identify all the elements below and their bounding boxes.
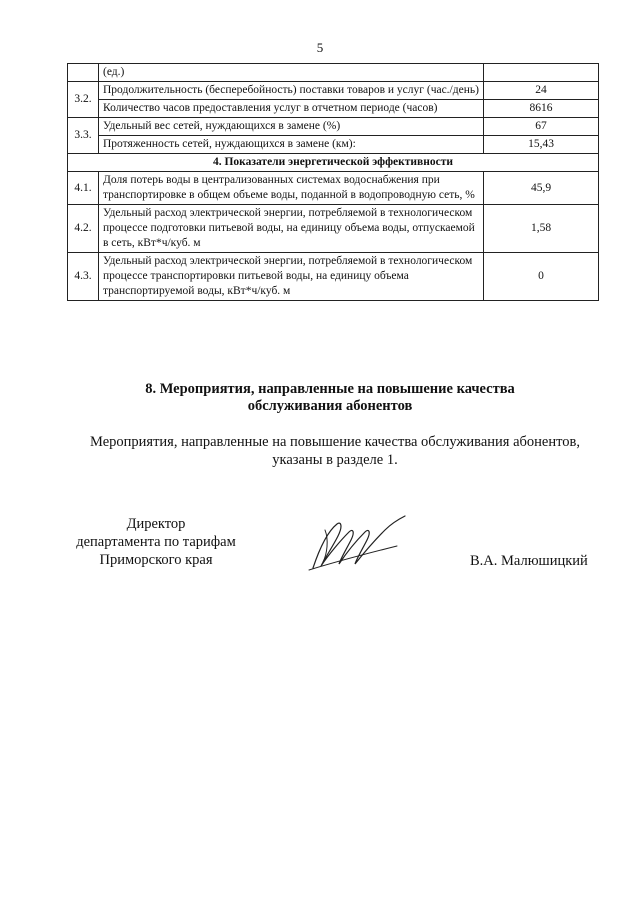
row-number xyxy=(68,64,99,82)
row-value: 67 xyxy=(484,118,599,136)
table-row xyxy=(68,205,599,253)
row-description: Удельный расход электрической энергии, потребляемой в технологическом процессе подготовки питьевой воды, на единицу объема воды, отпускаемой в сеть, кВт*ч/куб. м xyxy=(99,205,484,253)
signatory-name: В.А. Малюшицкий xyxy=(470,553,588,569)
signatory-title-line: департамента по тарифам xyxy=(76,534,236,550)
page-number: 5 xyxy=(316,40,324,55)
row-value: 1,58 xyxy=(484,205,599,253)
section-8-paragraph xyxy=(60,433,610,469)
row-number: 3.2. xyxy=(68,82,99,118)
table-row xyxy=(68,253,599,301)
row-value: 8616 xyxy=(484,100,599,118)
section-heading: 4. Показатели энергетической эффективности xyxy=(68,154,599,172)
row-description: Удельный расход электрической энергии, потребляемой в технологическом процессе транспортировки питьевой воды, на единицу объема транспортируемой воды, кВт*ч/куб. м xyxy=(99,253,484,301)
row-number: 3.3. xyxy=(68,118,99,154)
row-description: (ед.) xyxy=(99,64,484,82)
indicators-table xyxy=(67,63,599,301)
table-row xyxy=(68,172,599,205)
table-row xyxy=(68,64,599,82)
paragraph-line: указаны в разделе 1. xyxy=(272,452,398,468)
section-8-heading-line: обслуживания абонентов xyxy=(247,398,413,414)
row-value: 24 xyxy=(484,82,599,100)
section-8-heading xyxy=(60,381,600,415)
row-description: Доля потерь воды в централизованных системах водоснабжения при транспортировке в общем объеме воды, поданной в водопроводную сеть, % xyxy=(99,172,484,205)
signatory-title-line: Приморского края xyxy=(99,552,213,568)
table-row xyxy=(68,82,599,100)
row-value: 15,43 xyxy=(484,136,599,154)
row-number: 4.1. xyxy=(68,172,99,205)
table-row xyxy=(68,136,599,154)
row-description: Количество часов предоставления услуг в отчетном периоде (часов) xyxy=(99,100,484,118)
signatory-title-line: Директор xyxy=(126,516,186,532)
row-description: Удельный вес сетей, нуждающихся в замене (%) xyxy=(99,118,484,136)
row-description: Продолжительность (бесперебойность) поставки товаров и услуг (час./день) xyxy=(99,82,484,100)
row-description: Протяженность сетей, нуждающихся в замене (км): xyxy=(99,136,484,154)
row-value xyxy=(484,64,599,82)
table-row xyxy=(68,118,599,136)
handwritten-signature xyxy=(305,510,415,575)
paragraph-line: Мероприятия, направленные на повышение качества обслуживания абонентов, xyxy=(90,434,580,450)
row-number: 4.2. xyxy=(68,205,99,253)
row-number: 4.3. xyxy=(68,253,99,301)
row-value: 0 xyxy=(484,253,599,301)
table-section-row xyxy=(68,154,599,172)
section-8-heading-line: 8. Мероприятия, направленные на повышение качества xyxy=(145,381,515,397)
table-row xyxy=(68,100,599,118)
row-value: 45,9 xyxy=(484,172,599,205)
signatory-title xyxy=(72,515,240,569)
